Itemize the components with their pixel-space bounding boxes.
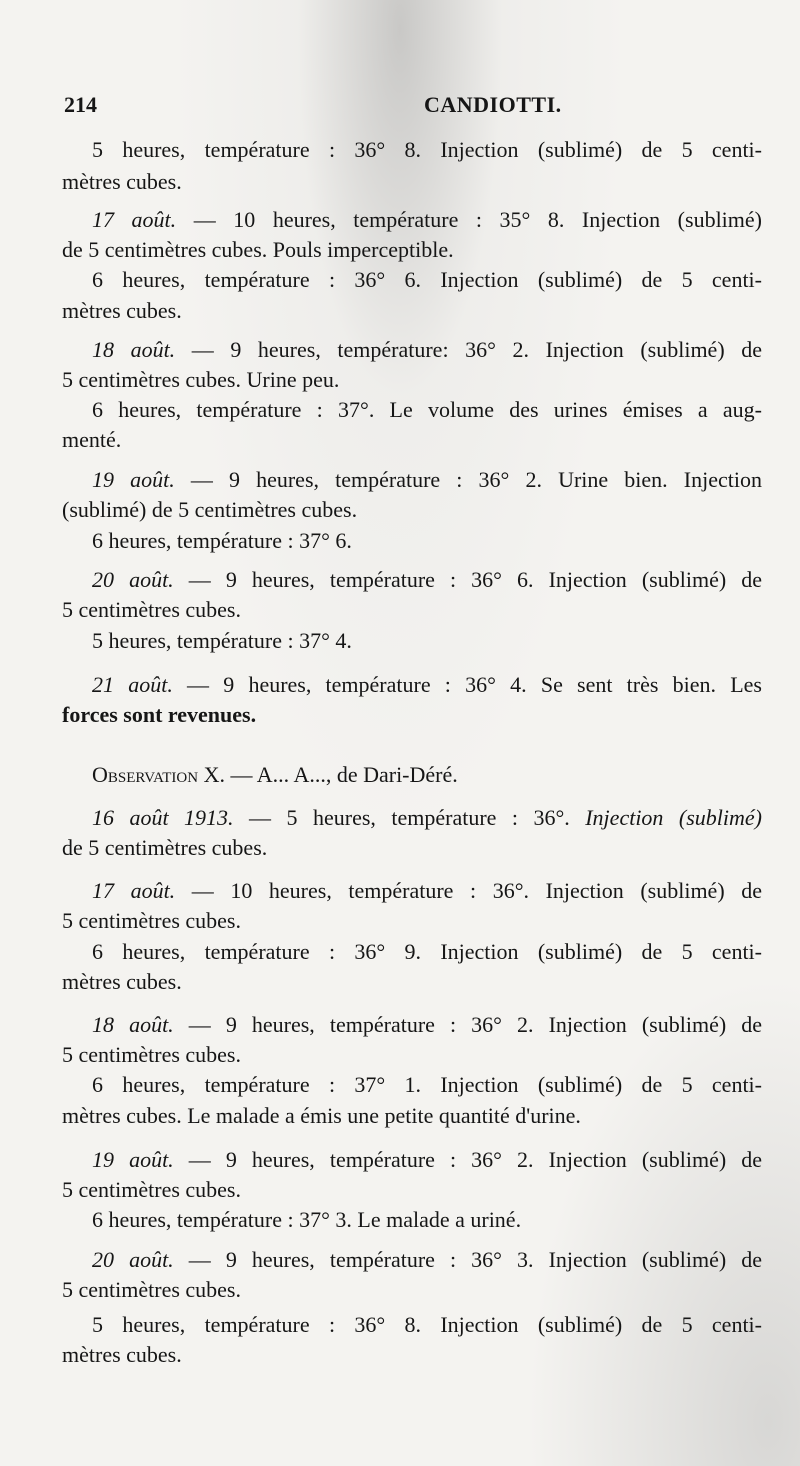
text-line: 5 centimètres cubes.: [62, 1277, 241, 1302]
text-line: 21 août. — 9 heures, température : 36° 4. Se sent très bien. Les: [92, 672, 762, 697]
text-line: 20 août. — 9 heures, température : 36° 6. Injection (sublimé) de: [92, 567, 762, 592]
text-line: 20 août. — 9 heures, température : 36° 3. Injection (sublimé) de: [92, 1247, 762, 1272]
running-title: CANDIOTTI.: [424, 92, 562, 117]
text-line: 6 heures, température : 37° 1. Injection (sublimé) de 5 centi-: [92, 1072, 762, 1097]
text-line: mètres cubes.: [62, 298, 182, 323]
text-line: 17 août. — 10 heures, température : 36°. Injection (sublimé) de: [92, 878, 762, 903]
page-number: 214: [64, 92, 97, 117]
text-line: 18 août. — 9 heures, température: 36° 2. Injection (sublimé) de: [92, 337, 762, 362]
text-line: 5 centimètres cubes.: [62, 1177, 241, 1202]
text-line: mètres cubes.: [62, 169, 182, 194]
text-line: 6 heures, température : 37° 3. Le malade a uriné.: [92, 1207, 522, 1232]
text-line: 5 centimètres cubes.: [62, 1042, 241, 1067]
date-label: 19 août.: [92, 1147, 174, 1172]
text-line: 5 heures, température : 36° 8. Injection (sublimé) de 5 centi-: [92, 137, 762, 162]
text-line: 6 heures, température : 36° 9. Injection (sublimé) de 5 centi-: [92, 939, 762, 964]
text-line: 17 août. — 10 heures, température : 35° 8. Injection (sublimé): [92, 207, 762, 232]
text-line: 5 heures, température : 37° 4.: [92, 628, 352, 653]
date-label: 16 août 1913.: [92, 805, 234, 830]
text-line: mètres cubes.: [62, 969, 182, 994]
text-line: de 5 centimètres cubes.: [62, 835, 268, 860]
text-line: 19 août. — 9 heures, température : 36° 2. Injection (sublimé) de: [92, 1147, 762, 1172]
date-label: 19 août.: [92, 467, 175, 492]
text-line: 19 août. — 9 heures, température : 36° 2. Urine bien. Injection: [92, 467, 762, 492]
text-line: de 5 centimètres cubes. Pouls imperceptible.: [62, 237, 454, 262]
text-line: 5 centimètres cubes.: [62, 597, 241, 622]
text-line: 5 centimètres cubes. Urine peu.: [62, 367, 340, 392]
text-line: 6 heures, température : 36° 6. Injection (sublimé) de 5 centi-: [92, 267, 762, 292]
text-line: (sublimé) de 5 centimètres cubes.: [62, 497, 358, 522]
date-label: 20 août.: [92, 567, 174, 592]
text-line: mètres cubes. Le malade a émis une petite quantité d'urine.: [62, 1103, 581, 1128]
date-label: 18 août.: [92, 1012, 174, 1037]
observation-label: Observation: [92, 762, 199, 787]
text-line: 16 août 1913. — 5 heures, température : 36°. Injection (sublimé): [92, 805, 762, 830]
date-label: 20 août.: [92, 1247, 174, 1272]
text-line: 5 centimètres cubes.: [62, 908, 241, 933]
text-line: menté.: [62, 427, 122, 452]
text-line: forces sont revenues.: [62, 702, 257, 727]
text-line: mètres cubes.: [62, 1342, 182, 1367]
date-label: 18 août.: [92, 337, 176, 362]
text-line: 6 heures, température : 37° 6.: [92, 528, 352, 553]
date-label: 21 août.: [92, 672, 173, 697]
text-line: 5 heures, température : 36° 8. Injection (sublimé) de 5 centi-: [92, 1312, 762, 1337]
section-heading: Observation X. — A... A..., de Dari-Déré.: [92, 762, 458, 787]
date-label: 17 août.: [92, 207, 177, 232]
page-header: [64, 92, 740, 120]
text-line: 6 heures, température : 37°. Le volume des urines émises a aug-: [92, 397, 762, 422]
text-line: 18 août. — 9 heures, température : 36° 2. Injection (sublimé) de: [92, 1012, 762, 1037]
date-label: 17 août.: [92, 878, 176, 903]
